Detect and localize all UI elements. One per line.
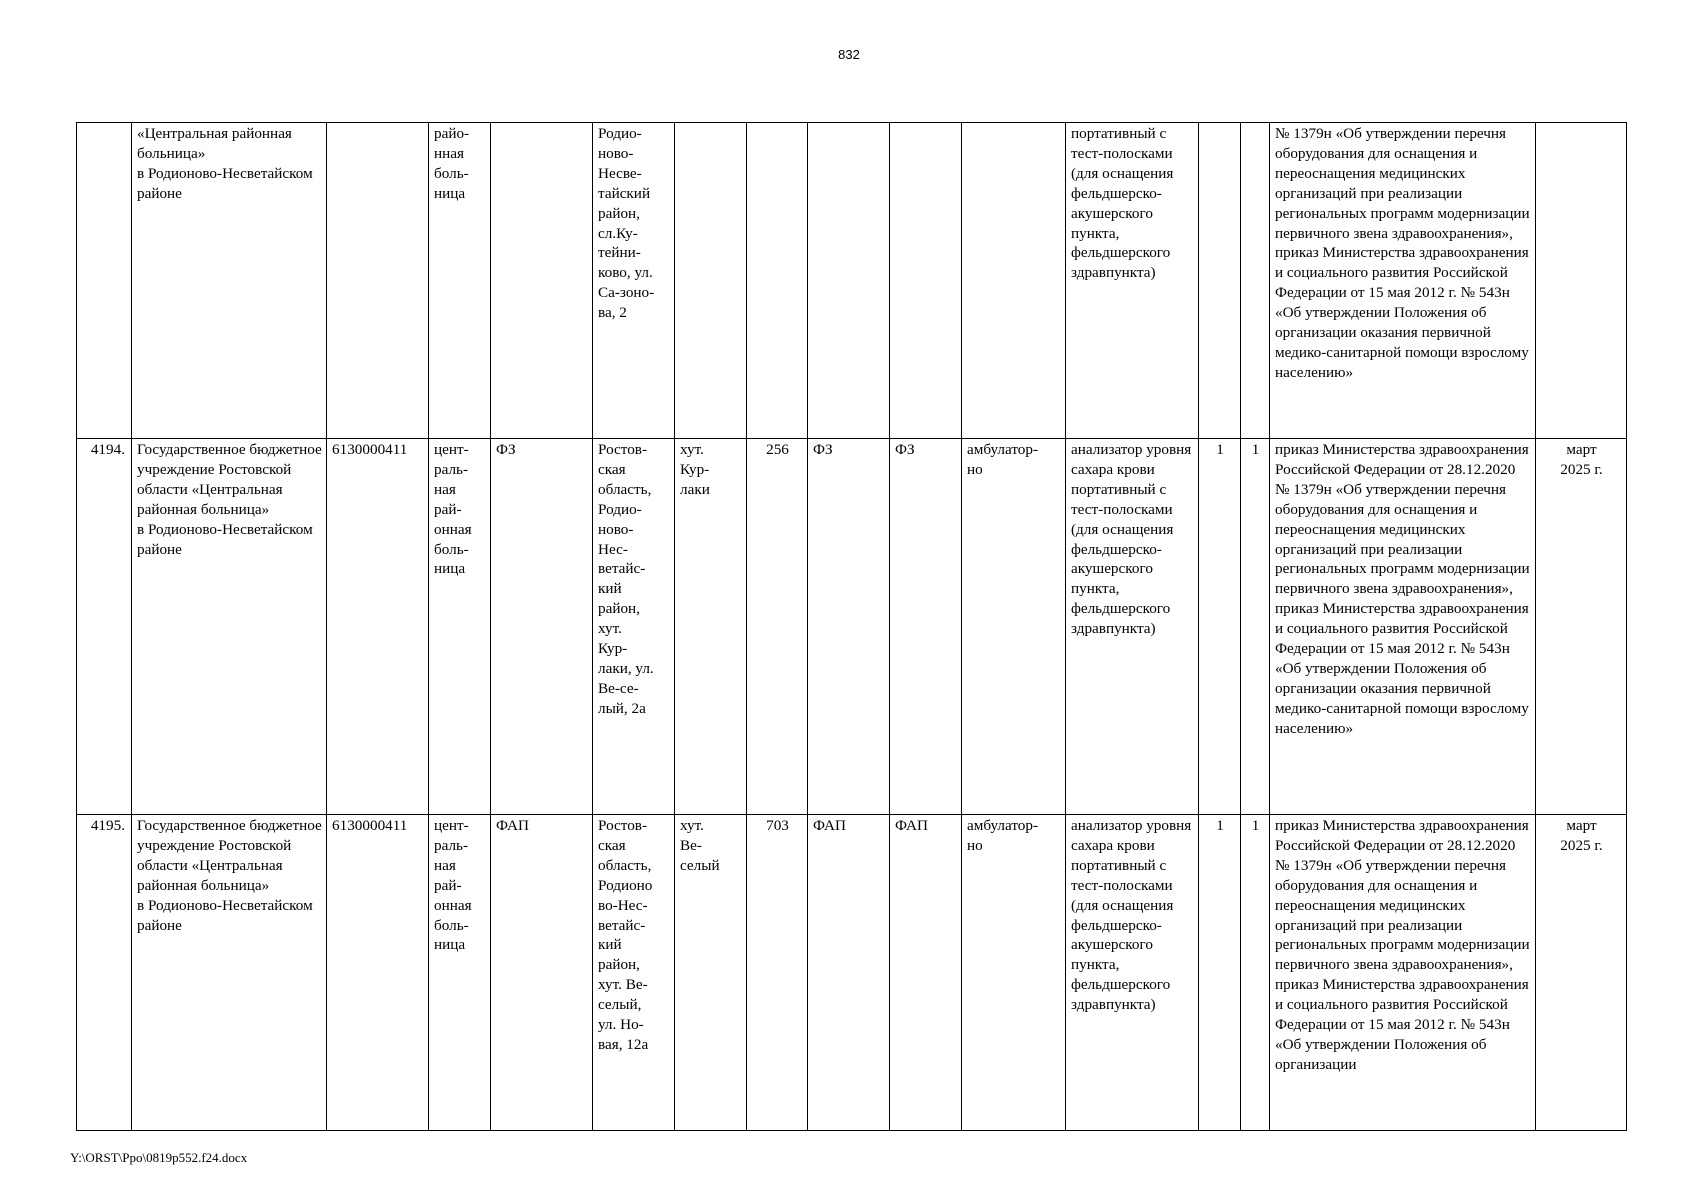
footer-file-path: Y:\ORST\Ppo\0819p552.f24.docx xyxy=(70,1150,248,1165)
unit-type: ФЗ xyxy=(491,439,593,815)
care-type-cell: амбулатор- но xyxy=(962,439,1066,815)
unit-type: ФАП xyxy=(491,815,593,1131)
population-cell: 256 xyxy=(747,439,808,815)
row-number xyxy=(77,123,132,439)
organization-name: Государственное бюджетное учреждение Ростовской области «Центральная районная больница» в Родионово-Несветайском районе xyxy=(132,439,327,815)
quantity-cell xyxy=(1241,123,1270,439)
quantity-cell: 1 xyxy=(1241,815,1270,1131)
unit-type-cell xyxy=(890,123,962,439)
legal-basis-cell: № 1379н «Об утверждении перечня оборудования для оснащения и переоснащения медицинских организаций при реализации региональных программ модернизации первичного звена здравоохранения», приказ Министерства здравоохранения и социального развития Российской Федерации от 15 мая 2012 г. № 543н «Об утверждении Положения об организации оказания первичной медико-санитарной помощи взрослому населению» xyxy=(1270,123,1536,439)
locality-cell: хут. Ве- селый xyxy=(675,815,747,1131)
date-cell: март 2025 г. xyxy=(1536,815,1627,1131)
organization-type: райо- нная боль- ница xyxy=(429,123,491,439)
care-type-cell: амбулатор- но xyxy=(962,815,1066,1131)
organization-name: «Центральная районная больница» в Родионово-Несветайском районе xyxy=(132,123,327,439)
equipment-cell: анализатор уровня сахара крови портативный с тест-полосками (для оснащения фельдшерско-акушерского пункта, фельдшерского здравпункта) xyxy=(1066,439,1199,815)
page-number: 832 xyxy=(838,47,860,62)
care-type-cell xyxy=(962,123,1066,439)
inn-cell xyxy=(327,123,429,439)
table-row xyxy=(77,439,1627,815)
table-row xyxy=(77,815,1627,1131)
inn-cell: 6130000411 xyxy=(327,815,429,1131)
inn-cell: 6130000411 xyxy=(327,439,429,815)
address-cell: Родио- ново- Несве- тайский район, сл.Ку- тейни- ково, ул. Са-зоно- ва, 2 xyxy=(593,123,675,439)
address-cell: Ростов- ская область, Родионо во-Нес- ветайс- кий район, хут. Ве- селый, ул. Но- вая, 12а xyxy=(593,815,675,1131)
unit-type-cell: ФАП xyxy=(890,815,962,1131)
quantity-cell xyxy=(1199,123,1241,439)
population-cell: 703 xyxy=(747,815,808,1131)
registry-table xyxy=(76,122,1627,1131)
legal-basis-cell: приказ Министерства здравоохранения Российской Федерации от 28.12.2020 № 1379н «Об утверждении перечня оборудования для оснащения и переоснащения медицинских организаций при реализации региональных программ модернизации первичного звена здравоохранения», приказ Министерства здравоохранения и социального развития Российской Федерации от 15 мая 2012 г. № 543н «Об утверждении Положения об организации оказания первичной медико-санитарной помощи взрослому населению» xyxy=(1270,439,1536,815)
unit-type xyxy=(491,123,593,439)
equipment-cell: анализатор уровня сахара крови портативный с тест-полосками (для оснащения фельдшерско-акушерского пункта, фельдшерского здравпункта) xyxy=(1066,815,1199,1131)
unit-type-cell: ФЗ xyxy=(890,439,962,815)
date-cell: март 2025 г. xyxy=(1536,439,1627,815)
equipment-cell: портативный с тест-полосками (для оснащения фельдшерско-акушерского пункта, фельдшерского здравпункта) xyxy=(1066,123,1199,439)
organization-type: цент- раль- ная рай- онная боль- ница xyxy=(429,815,491,1131)
row-number: 4194. xyxy=(77,439,132,815)
date-cell xyxy=(1536,123,1627,439)
quantity-cell: 1 xyxy=(1241,439,1270,815)
organization-type: цент- раль- ная рай- онная боль- ница xyxy=(429,439,491,815)
legal-basis-cell: приказ Министерства здравоохранения Российской Федерации от 28.12.2020 № 1379н «Об утверждении перечня оборудования для оснащения и переоснащения медицинских организаций при реализации региональных программ модернизации первичного звена здравоохранения», приказ Министерства здравоохранения и социального развития Российской Федерации от 15 мая 2012 г. № 543н «Об утверждении Положения об организации xyxy=(1270,815,1536,1131)
unit-type-cell: ФЗ xyxy=(808,439,890,815)
unit-type-cell: ФАП xyxy=(808,815,890,1131)
organization-name: Государственное бюджетное учреждение Ростовской области «Центральная районная больница» в Родионово-Несветайском районе xyxy=(132,815,327,1131)
locality-cell: хут. Кур- лаки xyxy=(675,439,747,815)
row-number: 4195. xyxy=(77,815,132,1131)
population-cell xyxy=(747,123,808,439)
unit-type-cell xyxy=(808,123,890,439)
address-cell: Ростов- ская область, Родио- ново- Нес- ветайс- кий район, хут. Кур- лаки, ул. Ве-се- лый, 2а xyxy=(593,439,675,815)
quantity-cell: 1 xyxy=(1199,439,1241,815)
quantity-cell: 1 xyxy=(1199,815,1241,1131)
table-row xyxy=(77,123,1627,439)
locality-cell xyxy=(675,123,747,439)
